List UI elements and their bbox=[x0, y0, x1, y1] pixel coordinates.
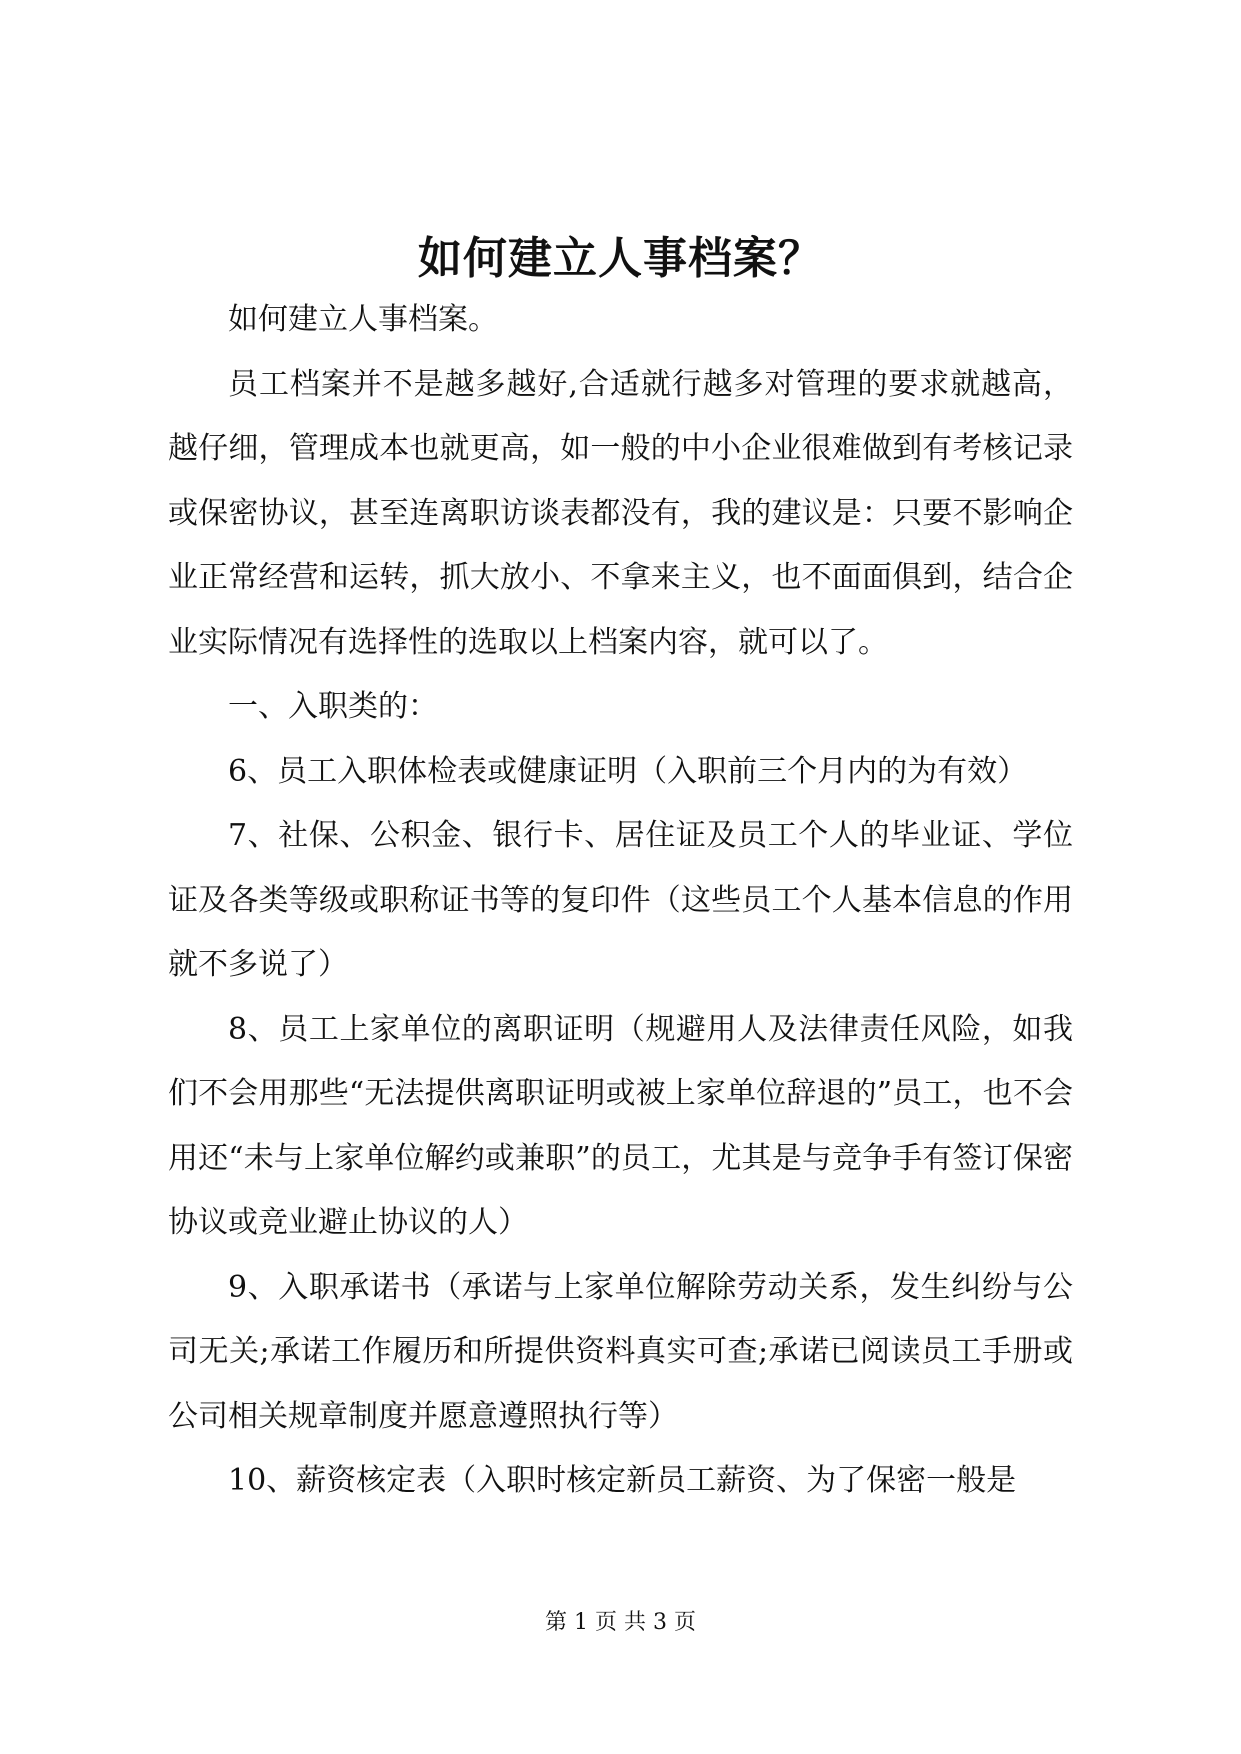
paragraph: 一、入职类的： bbox=[228, 689, 438, 724]
document-title: 如何建立人事档案？ bbox=[418, 233, 823, 284]
paragraph: 10、薪资核定表（入职时核定新员工薪资、为了保密一般是 bbox=[228, 1463, 1017, 1498]
paragraph: 员工档案并不是越多越好,合适就行越多对管理的要求就越高，越仔细，管理成本也就更高，如一般的中小企业很难做到有考核记录或保密协议，甚至连离职访谈表都没有，我的建议是：只要不影响企业正常经营和运转，抓大放小、不拿来主义，也不面面俱到，结合企业实际情况有选择性的选取以上档案内容，就可以了。 bbox=[168, 366, 1073, 660]
paragraph: 8、员工上家单位的离职证明（规避用人及法律责任风险，如我们不会用那些“无法提供离职证明或被上家单位辞退的”员工，也不会用还“未与上家单位解约或兼职”的员工，尤其是与竞争手有签订保密协议或竞业避止协议的人） bbox=[168, 1011, 1073, 1240]
paragraph: 9、入职承诺书（承诺与上家单位解除劳动关系，发生纠纷与公司无关;承诺工作履历和所提供资料真实可查;承诺已阅读员工手册或公司相关规章制度并愿意遵照执行等） bbox=[168, 1269, 1073, 1434]
paragraph: 如何建立人事档案。 bbox=[228, 302, 498, 337]
document-body bbox=[168, 288, 1073, 1514]
page-footer: 第 1 页 共 3 页 bbox=[545, 1610, 696, 1635]
paragraph: 7、社保、公积金、银行卡、居住证及员工个人的毕业证、学位证及各类等级或职称证书等的复印件（这些员工个人基本信息的作用就不多说了） bbox=[168, 818, 1073, 982]
paragraph: 6、员工入职体检表或健康证明（入职前三个月内的为有效） bbox=[228, 753, 1028, 789]
